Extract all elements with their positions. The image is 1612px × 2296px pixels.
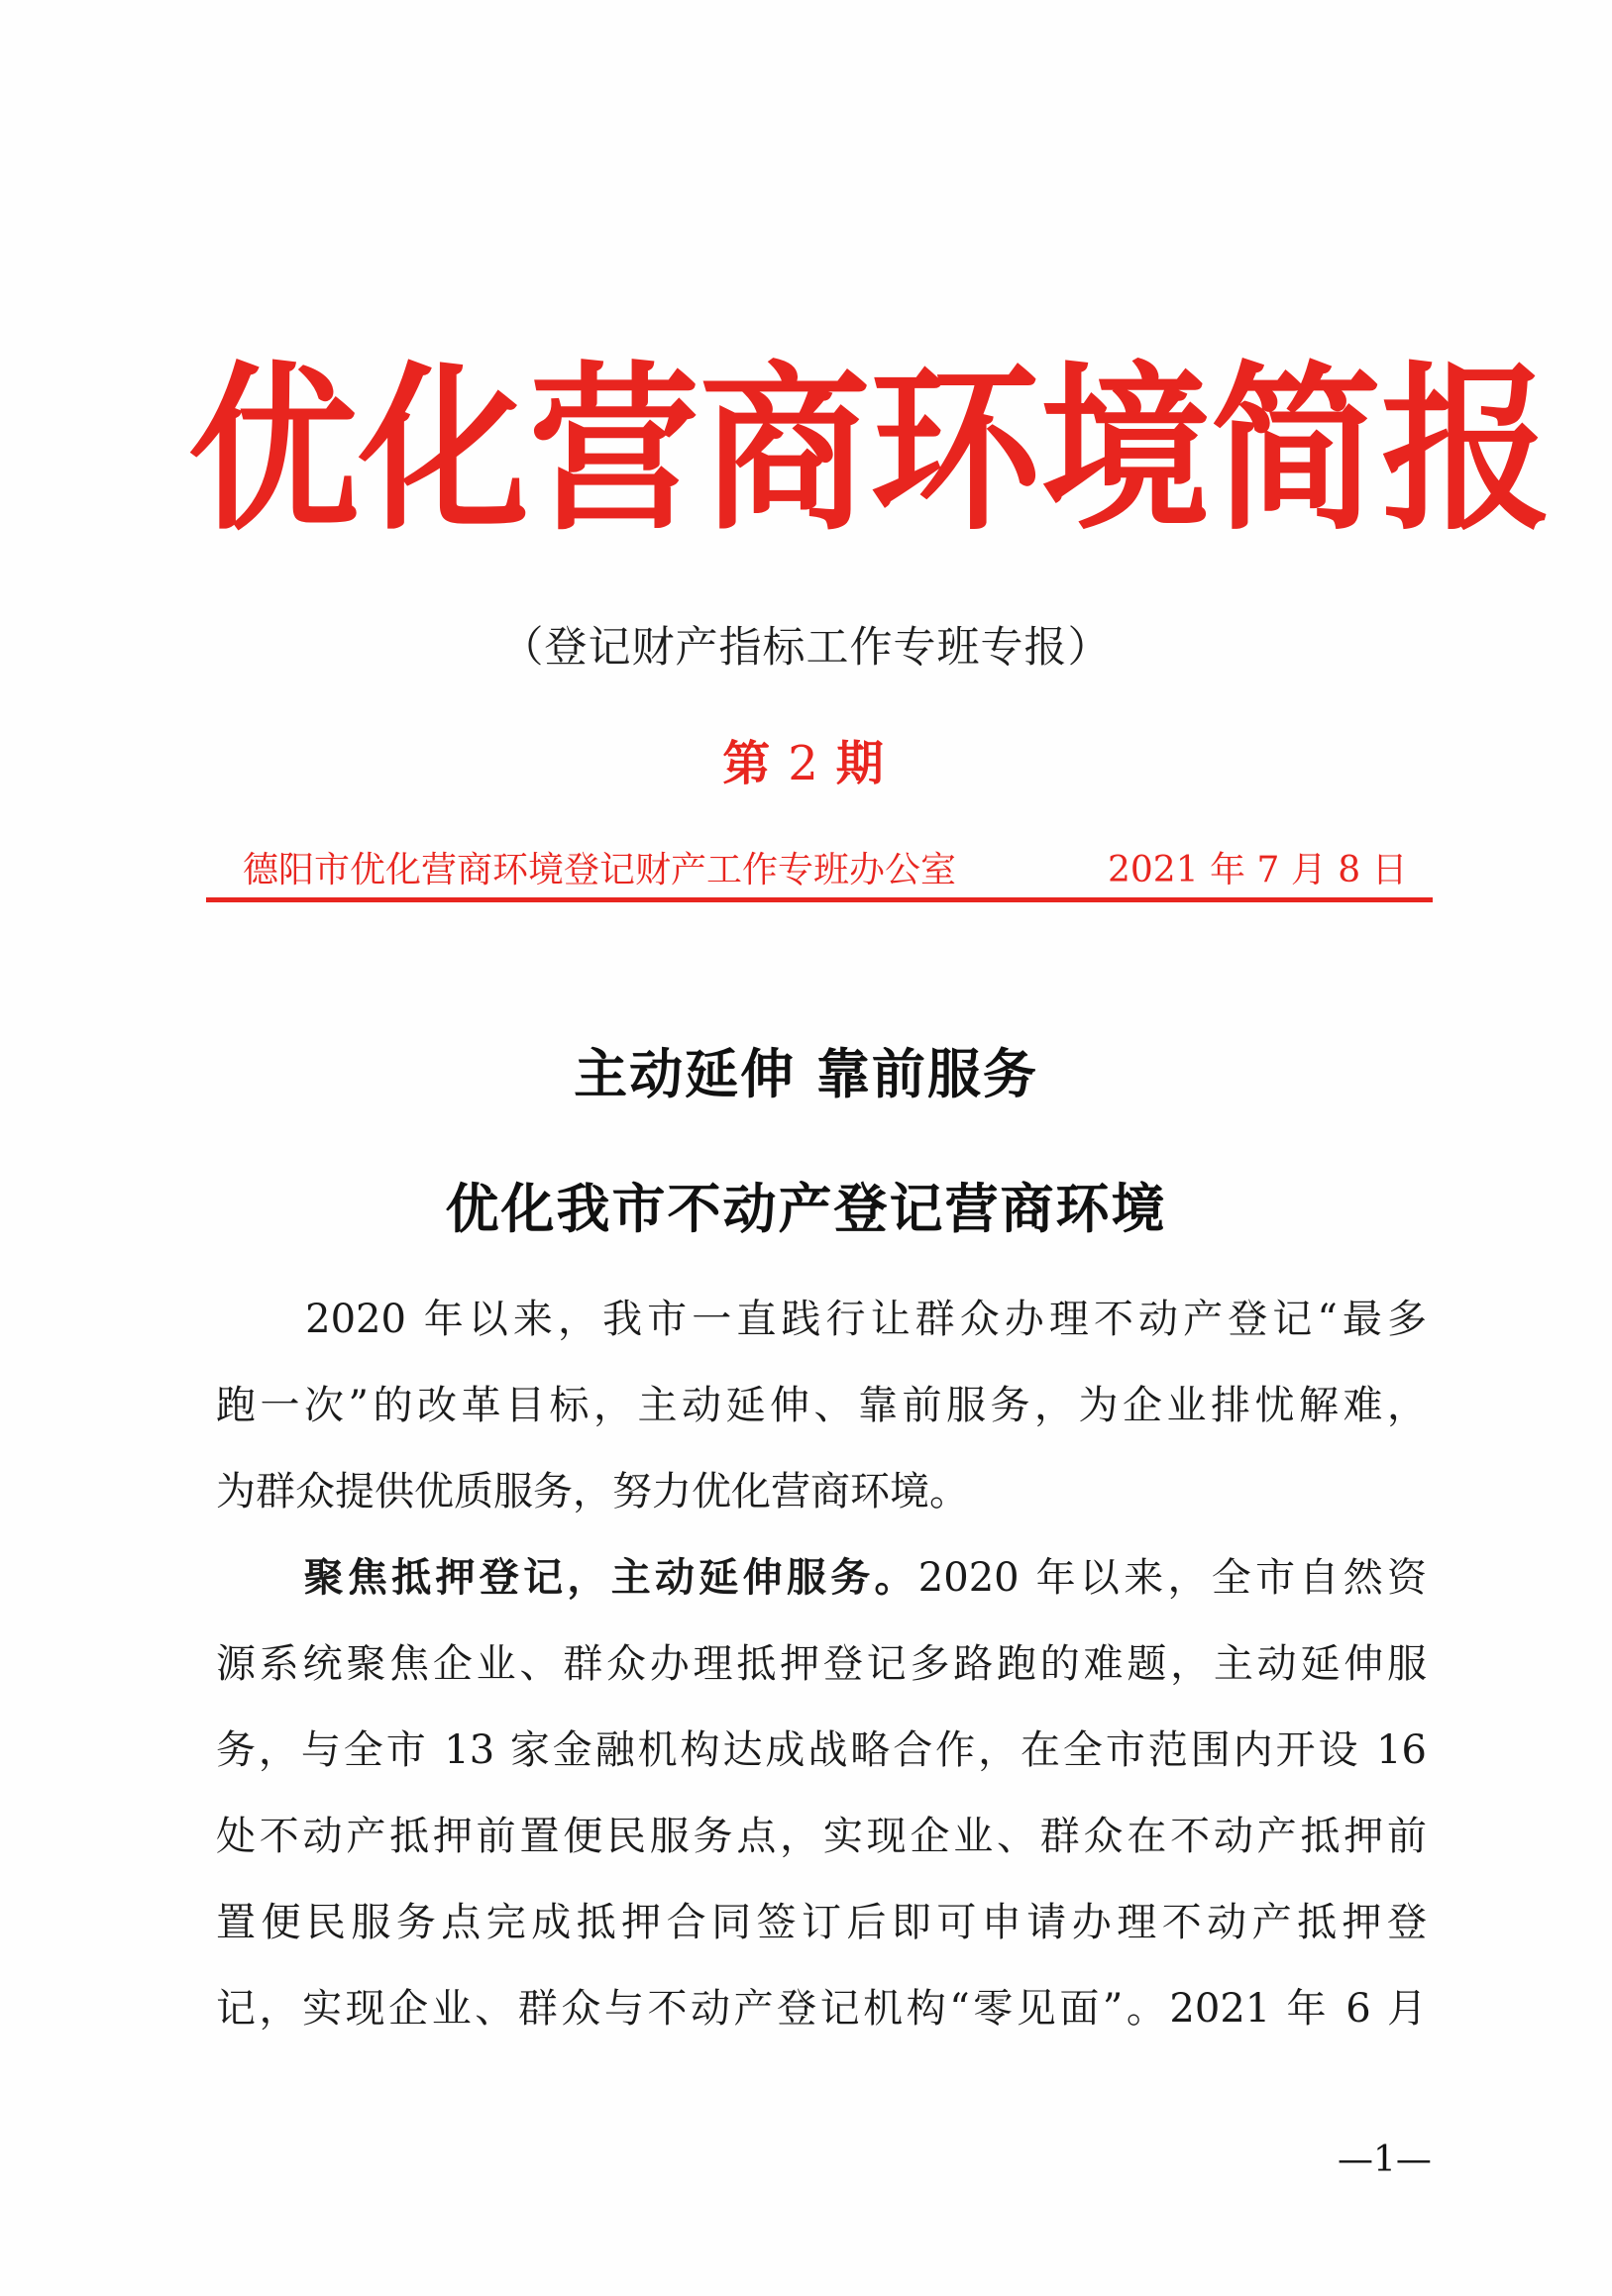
- masthead-char: 环: [870, 345, 1040, 555]
- masthead-char: 化: [359, 345, 529, 555]
- paragraph-line: 记，实现企业、群众与不动产登记机构“零见面”。2021 年 6 月: [216, 1986, 1427, 2032]
- masthead-char: 商: [699, 345, 870, 555]
- paragraph-lead-rest: 2020 年以来，全市自然资: [917, 1555, 1428, 1601]
- paragraph-line: 源系统聚焦企业、群众办理抵押登记多路跑的难题，主动延伸服: [216, 1641, 1427, 1687]
- masthead-char: 报: [1381, 345, 1552, 555]
- red-divider: [206, 897, 1433, 902]
- issuing-office: 德阳市优化营商环境登记财产工作专班办公室: [243, 850, 957, 890]
- paragraph-line: 置便民服务点完成抵押合同签订后即可申请办理不动产抵押登: [216, 1900, 1427, 1945]
- article-title-line2: 优化我市不动产登记营商环境: [445, 1177, 1167, 1240]
- masthead-char: 境: [1040, 345, 1211, 555]
- issue-date: 2021 年 7 月 8 日: [1108, 850, 1408, 890]
- article-title-line1: 主动延伸 靠前服务: [574, 1042, 1038, 1105]
- issue-num: 2: [788, 736, 824, 791]
- paragraph-line: [216, 1546, 1428, 1601]
- issue-prefix: 第: [722, 736, 777, 791]
- masthead-char: 营: [529, 345, 699, 555]
- paragraph-line: 处不动产抵押前置便民服务点，实现企业、群众在不动产抵押前: [216, 1814, 1427, 1859]
- paragraph-line: 2020 年以来，我市一直践行让群众办理不动产登记“最多: [216, 1297, 1427, 1342]
- paragraph-line: 跑一次”的改革目标，主动延伸、靠前服务，为企业排忧解难，: [216, 1383, 1427, 1428]
- paragraph-line: 为群众提供优质服务，努力优化营商环境。: [216, 1469, 969, 1514]
- masthead-char: 优: [188, 345, 359, 555]
- masthead-title: [188, 345, 1552, 555]
- paragraph-lead: 聚焦抵押登记，主动延伸服务。: [216, 1555, 918, 1601]
- page-number: —1—: [1338, 2139, 1432, 2180]
- masthead-char: 简: [1211, 345, 1381, 555]
- issue-suffix: 期: [835, 736, 890, 791]
- bulletin-subtitle: （登记财产指标工作专班专报）: [500, 623, 1112, 673]
- paragraph-line: 务，与全市 13 家金融机构达成战略合作，在全市范围内开设 16: [216, 1727, 1427, 1773]
- issue-number: [0, 725, 1612, 793]
